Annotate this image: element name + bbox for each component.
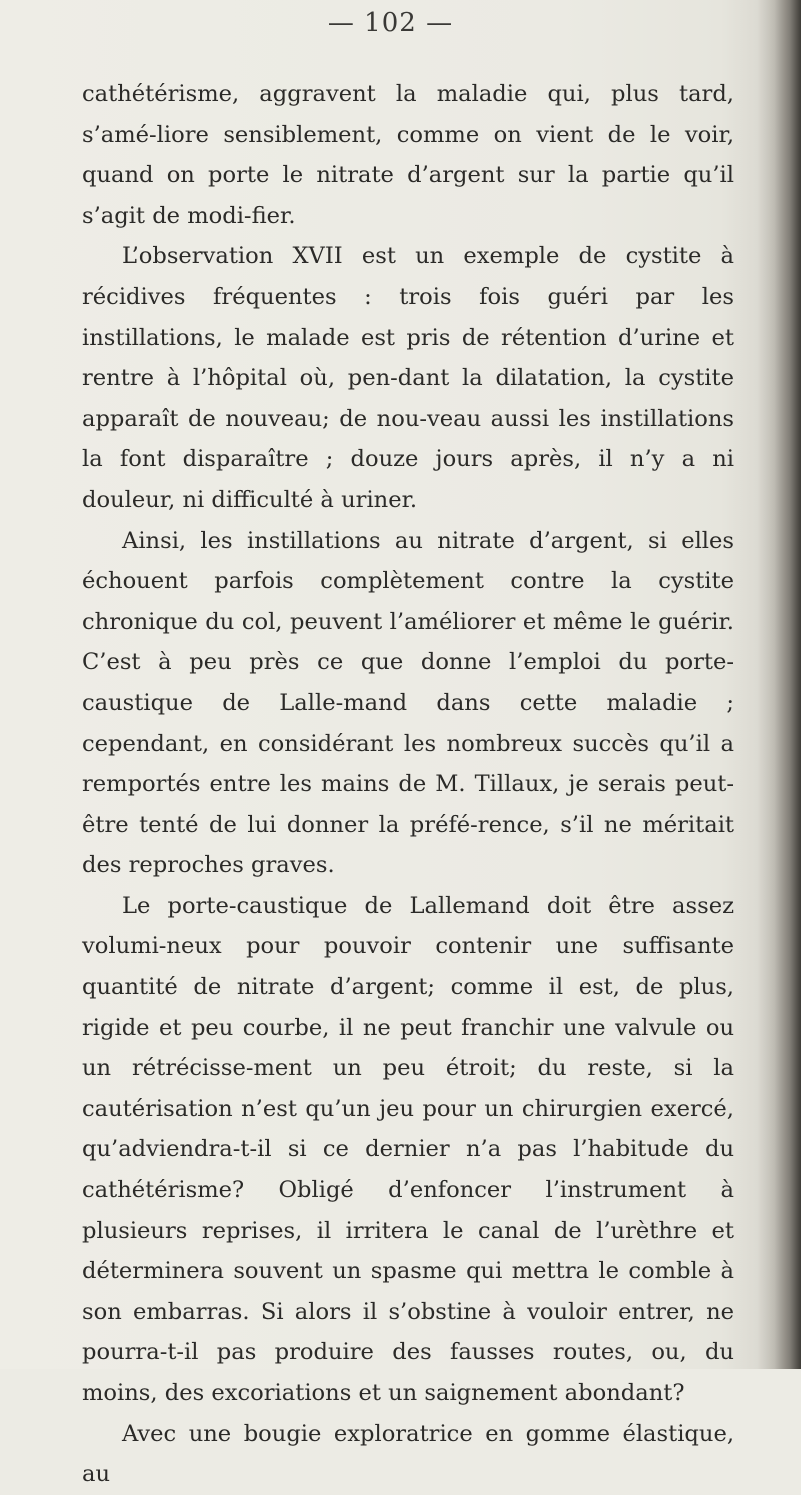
page-binding-shadow: [757, 0, 801, 1369]
paragraph-1: cathétérisme, aggravent la maladie qui, plus tard, s’amé-liore sensiblement, comme on vient de le voir, quand on porte le nitrate d’argent sur la partie qu’il s’agit de modi-fier.: [82, 81, 734, 229]
paragraph-5: Avec une bougie exploratrice en gomme élastique, au: [82, 1420, 734, 1488]
paragraph-4: Le porte-caustique de Lallemand doit être assez volumi-neux pour pouvoir contenir une suffisante quantité de nitrate d’argent; comme il est, de plus, rigide et peu courbe, il ne peut franchir une valvule ou un rétrécisse-ment un peu étroit; du reste, si la cautérisation n’est qu’un jeu pour un chirurgien exercé, qu’adviendra-t-il si ce dernier n’a pas l’habitude du cathétérisme? Obligé d’enfoncer l’instrument à plusieurs reprises, il irritera le canal de l’urèthre et déterminera souvent un spasme qui mettra le comble à son embarras. Si alors il s’obstine à vouloir entrer, ne pourra-t-il pas produire des fausses routes, ou, du moins, des excoriations et un saignement abondant?: [82, 892, 734, 1406]
body-text: [82, 74, 734, 1495]
paragraph-3: Ainsi, les instillations au nitrate d’argent, si elles échouent parfois complètement contre la cystite chronique du col, peuvent l’améliorer et même le guérir. C’est à peu près ce que donne l’emploi du porte-caustique de Lalle-mand dans cette maladie ; cependant, en considérant les nombreux succès qu’il a remportés entre les mains de M. Tillaux, je serais peut-être tenté de lui donner la préfé-rence, s’il ne méritait des reproches graves.: [82, 527, 734, 879]
page-number-header: — 102 —: [327, 8, 454, 38]
paragraph-2: L’observation XVII est un exemple de cystite à récidives fréquentes : trois fois guéri par les instillations, le malade est pris de rétention d’urine et rentre à l’hôpital où, pen-dant la dilatation, la cystite apparaît de nouveau; de nou-veau aussi les instillations la font disparaître ; douze jours après, il n’y a ni douleur, ni difficulté à uriner.: [82, 243, 734, 513]
